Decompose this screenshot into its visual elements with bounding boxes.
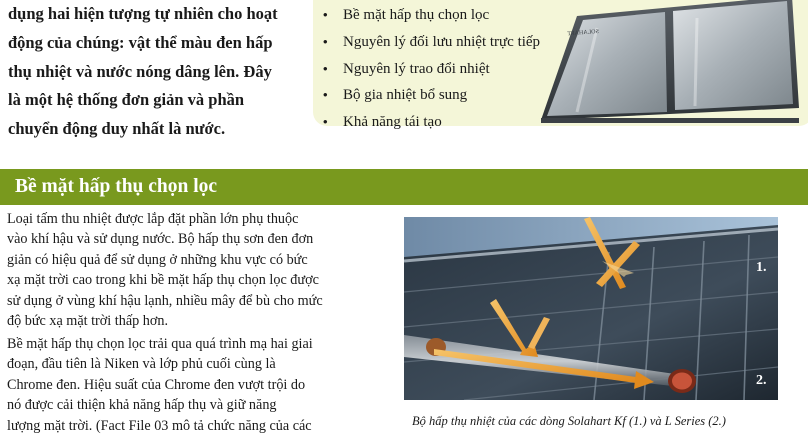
text-line: Chrome đen. Hiệu suất của Chrome đen vượt trội do — [7, 376, 306, 393]
bullet-icon: • — [323, 114, 328, 130]
text-line: đoạn, đầu tiên là Niken và lớp phủ cuối cùng là — [7, 356, 276, 373]
figure-label-1: 1. — [756, 260, 767, 275]
feature-label: Bộ gia nhiệt bổ sung — [343, 87, 468, 104]
section-title: Bề mặt hấp thụ chọn lọc — [15, 176, 218, 197]
feature-label: Nguyên lý trao đổi nhiệt — [343, 60, 490, 77]
intro-line: là một hệ thống đơn giản và phần — [8, 90, 245, 110]
text-line: Bề mặt hấp thụ chọn lọc trải qua quá trình mạ hai giai — [7, 336, 313, 352]
list-item — [323, 2, 563, 29]
feature-label: Bề mặt hấp thụ chọn lọc — [343, 7, 490, 23]
list-item — [323, 109, 563, 136]
feature-label: Nguyên lý đối lưu nhiệt trực tiếp — [343, 33, 541, 50]
bullet-icon: • — [323, 60, 328, 76]
text-line: nó được cải thiện khả năng hấp thụ và giữ năng — [7, 397, 277, 414]
text-line: Loại tấm thu nhiệt được lắp đặt phần lớn phụ thuộc — [7, 211, 299, 227]
intro-line: dụng hai hiện tượng tự nhiên cho hoạt — [8, 4, 278, 23]
intro-line: thụ nhiệt và nước nóng dâng lên. Đây — [8, 61, 272, 81]
section-header — [0, 169, 808, 205]
bullet-icon: • — [323, 87, 328, 103]
figure-label-2: 2. — [756, 373, 767, 388]
intro-line: chuyển động duy nhất là nước. — [8, 119, 226, 139]
intro-paragraph — [8, 0, 308, 144]
absorber-photo — [404, 217, 778, 400]
intro-line: động của chúng: vật thể màu đen hấp — [8, 32, 273, 52]
feature-list — [323, 2, 563, 136]
solar-collector-image — [537, 0, 807, 136]
text-line: xạ mặt trời cao trong khi bề mặt hấp thụ chọn lọc được — [7, 272, 319, 289]
body-paragraph-2 — [7, 334, 352, 436]
text-line: sử dụng ở vùng khí hậu lạnh, nhiều mây để bù cho mức — [7, 292, 323, 309]
text-line: giản có hiệu quả để sử dụng ở những khu vực có bức — [7, 251, 308, 268]
text-line: lượng mặt trời. (Fact File 03 mô tả chức năng của các — [7, 417, 312, 434]
feature-label: Khả năng tái tạo — [343, 114, 442, 131]
list-item — [323, 29, 563, 56]
list-item — [323, 82, 563, 109]
bullet-icon: • — [323, 7, 328, 22]
bullet-icon: • — [323, 33, 328, 49]
text-line: vào khí hậu và sử dụng nước. Bộ hấp thụ sơn đen đơn — [7, 231, 314, 248]
collector-brand-label: SOLAHART — [567, 29, 600, 38]
list-item — [323, 56, 563, 83]
figure-caption: Bộ hấp thụ nhiệt của các dòng Solahart Kf (1.) và L Series (2.) — [412, 414, 726, 428]
body-paragraph-1 — [7, 209, 352, 331]
text-line: độ bức xạ mặt trời thấp hơn. — [7, 313, 168, 330]
